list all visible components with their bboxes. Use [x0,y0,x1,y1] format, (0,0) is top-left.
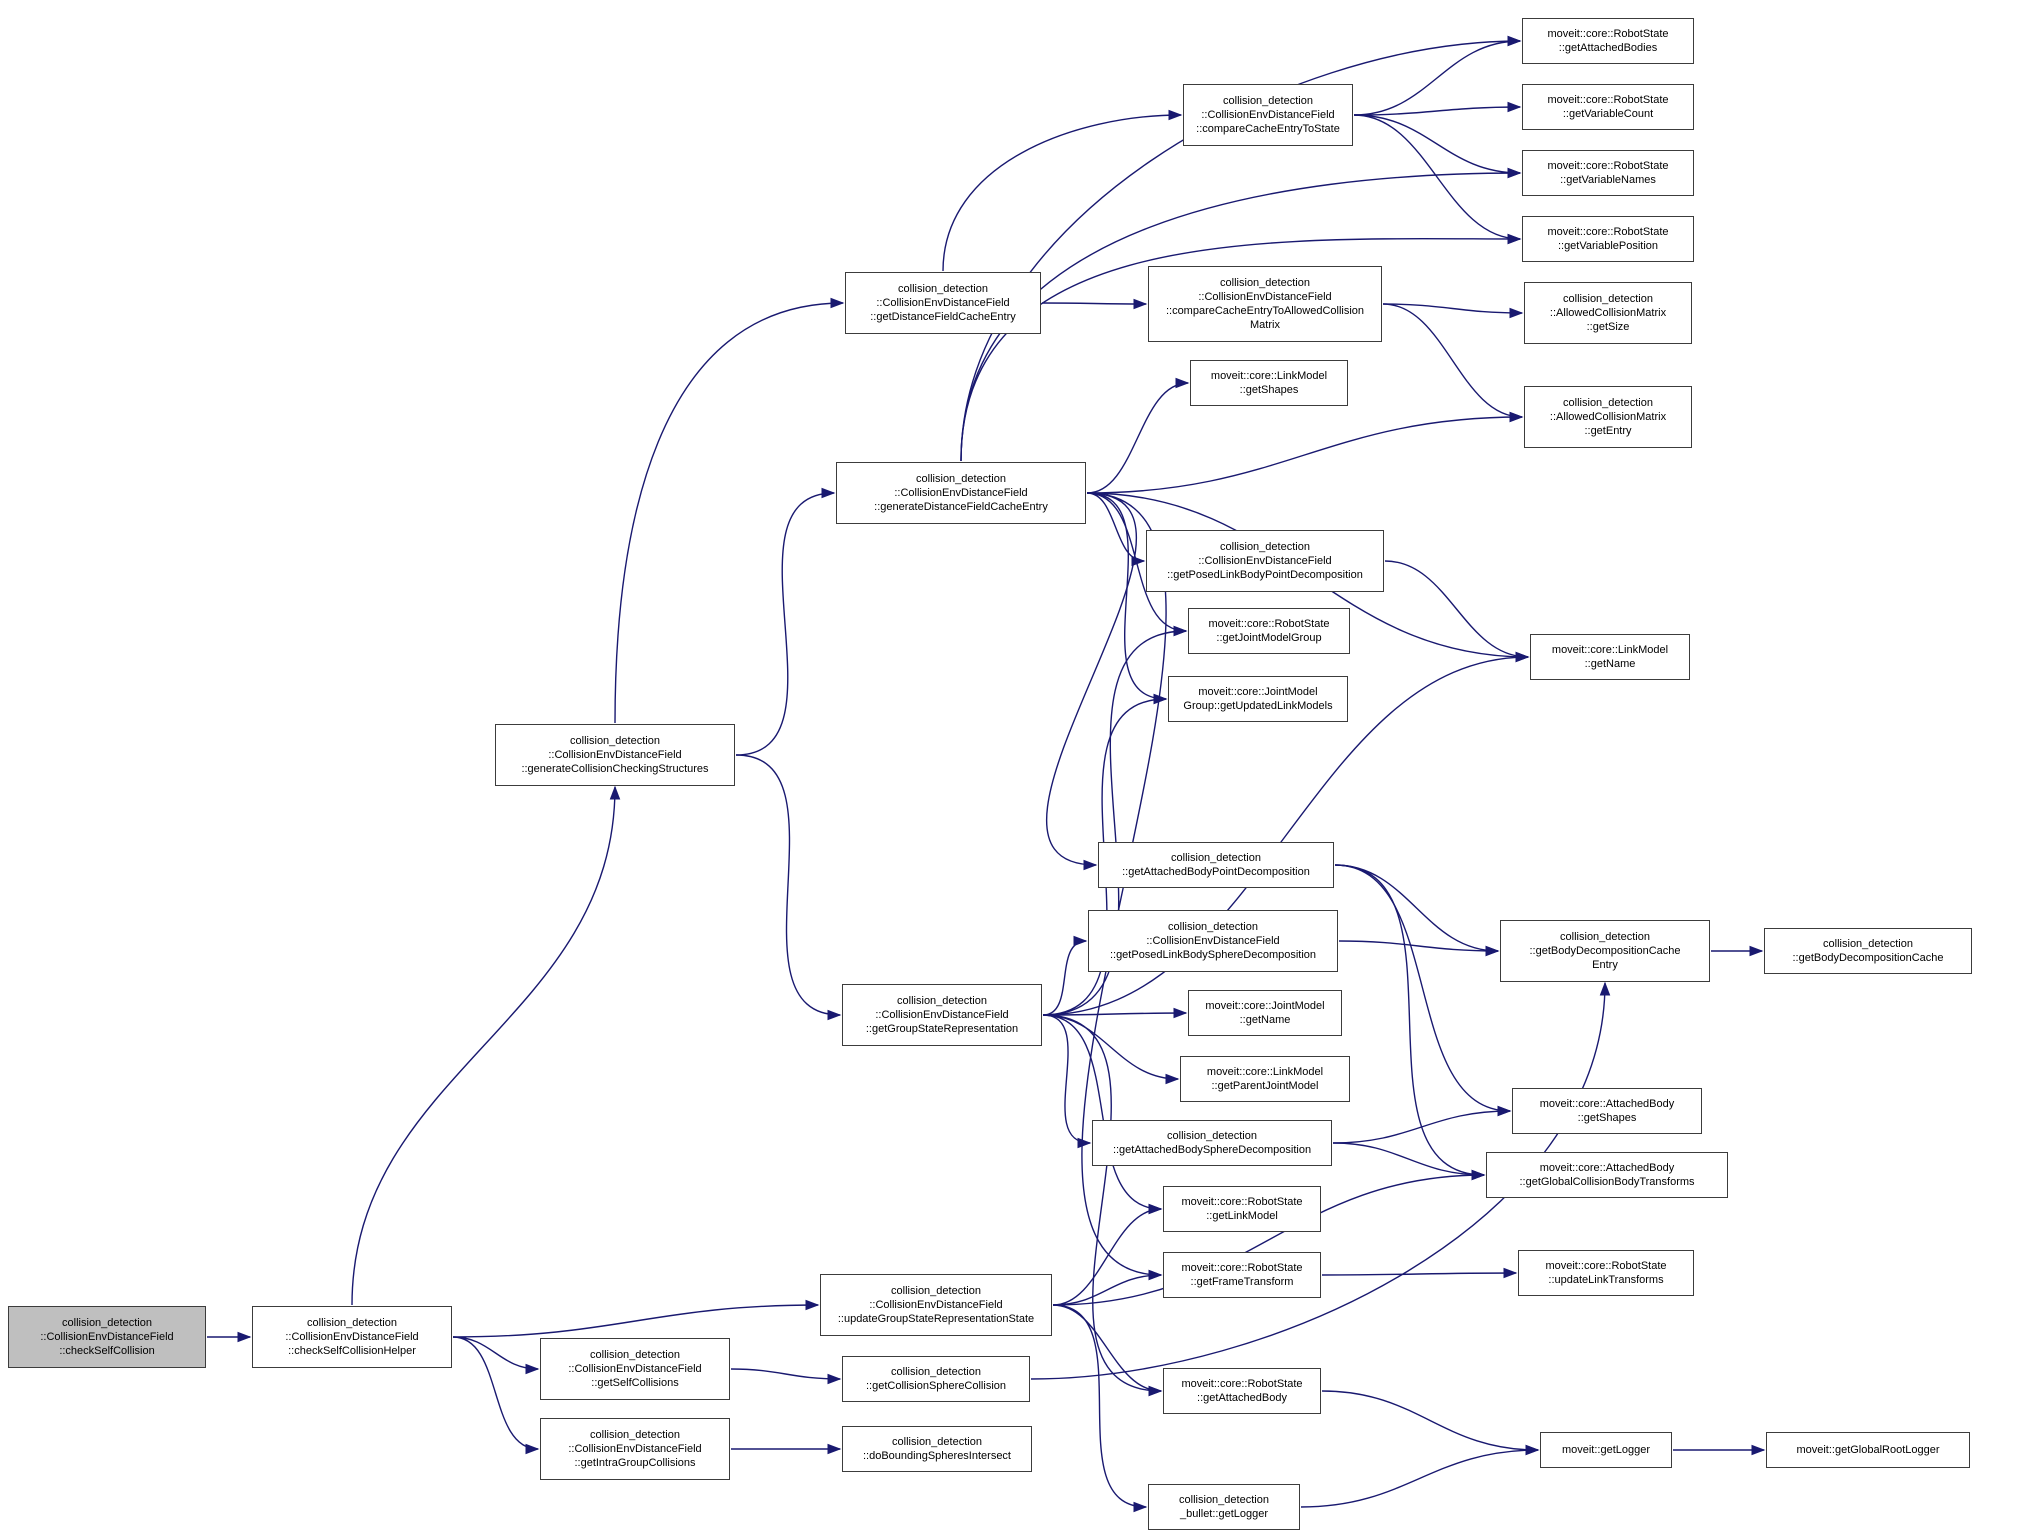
graph-node-label-line: collision_detection [1168,921,1258,933]
graph-node-label-line: collision_detection [1167,1130,1257,1142]
graph-node-label-line: ::getPosedLinkBodyPointDecomposition [1167,569,1363,581]
graph-node-label-line: moveit::core::AttachedBody [1539,1098,1675,1110]
call-edge-robot-state-get-frame-transform-to-robot-state-update-link-transforms [1322,1273,1516,1275]
graph-node-robot-state-get-variable-count[interactable] [1522,84,1694,130]
graph-node-label-line: collision_detection [1563,293,1653,305]
graph-node-label-line: collision_detection [1223,95,1313,107]
graph-node-label-line: ::getIntraGroupCollisions [574,1457,696,1469]
graph-node-label-line: collision_detection [891,1285,981,1297]
graph-node-label-line: Matrix [1250,319,1280,331]
graph-node-label-line: collision_detection [1823,938,1913,950]
call-edge-compare-cache-entry-to-state-to-robot-state-get-variable-count [1354,107,1520,115]
graph-node-label-line: ::getBodyDecompositionCache [1792,952,1944,964]
graph-node-label-line: ::getParentJointModel [1211,1080,1319,1092]
graph-node-allowed-collision-matrix-get-size[interactable] [1524,282,1692,344]
graph-node-label-line: ::getAttachedBodySphereDecomposition [1112,1144,1312,1156]
graph-node-label-line: ::CollisionEnvDistanceField [894,487,1028,499]
call-edge-generate-collision-checking-structures-to-get-distance-field-cache-entry [615,303,843,723]
graph-node-robot-state-get-attached-bodies[interactable] [1522,18,1694,64]
graph-node-label-line: ::getShapes [1239,384,1299,396]
graph-node-label-line: moveit::core::LinkModel [1551,644,1669,656]
graph-node-label-line: ::compareCacheEntryToState [1196,123,1340,135]
graph-node-label-line: ::getCollisionSphereCollision [865,1380,1007,1392]
call-edge-bullet-get-logger-to-moveit-get-logger [1301,1450,1538,1507]
graph-node-label-line: ::checkSelfCollisionHelper [288,1345,416,1357]
graph-node-label-line: moveit::core::JointModel [1198,686,1318,698]
graph-node-label-line: ::checkSelfCollision [59,1345,155,1357]
graph-node-label-line: collision_detection [1220,541,1310,553]
graph-node-label-line: ::getAttachedBodies [1558,42,1658,54]
graph-node-label-line: collision_detection [892,1436,982,1448]
call-edge-get-attached-body-sphere-decomposition-to-attached-body-get-shapes [1333,1111,1510,1143]
graph-node-label-line: collision_detection [307,1317,397,1329]
graph-node-label-line: ::compareCacheEntryToAllowedCollision [1165,305,1365,317]
graph-node-do-bounding-spheres-intersect[interactable] [842,1426,1032,1472]
graph-node-label-line: ::generateDistanceFieldCacheEntry [874,501,1048,513]
call-edge-compare-cache-entry-to-state-to-robot-state-get-attached-bodies [1354,41,1520,115]
call-edge-get-attached-body-point-decomposition-to-attached-body-get-global-collision-body-transforms [1335,865,1484,1175]
graph-node-link-model-get-parent-joint-model[interactable] [1180,1056,1350,1102]
graph-node-label-line: ::CollisionEnvDistanceField [1198,555,1332,567]
call-edge-get-group-state-representation-to-robot-state-get-link-model [1043,1015,1161,1209]
graph-node-label-line: ::getPosedLinkBodySphereDecomposition [1109,949,1317,961]
call-edge-get-posed-link-body-point-decomposition-to-link-model-get-name [1385,561,1528,657]
graph-node-label-line: ::getSelfCollisions [591,1377,679,1389]
call-edge-generate-collision-checking-structures-to-generate-distance-field-cache-entry [736,493,834,755]
call-edge-get-distance-field-cache-entry-to-compare-cache-entry-to-state [943,115,1181,271]
graph-node-label-line: ::getLinkModel [1206,1210,1278,1222]
graph-node-robot-state-update-link-transforms[interactable] [1518,1250,1694,1296]
call-edge-generate-distance-field-cache-entry-to-get-attached-body-point-decomposition [1047,493,1137,865]
graph-node-check-self-collision[interactable] [8,1306,206,1368]
call-edge-check-self-collision-helper-to-get-self-collisions [453,1337,538,1369]
graph-node-label-line: moveit::core::JointModel [1205,1000,1325,1012]
call-edge-get-posed-link-body-sphere-decomposition-to-get-body-decomposition-cache-entry [1339,941,1498,951]
graph-node-label-line: collision_detection [916,473,1006,485]
graph-node-label-line: moveit::core::RobotState [1545,1260,1667,1272]
graph-node-label-line: ::getBodyDecompositionCache [1529,945,1681,957]
graph-node-label-line: moveit::core::RobotState [1181,1378,1303,1390]
call-edge-get-distance-field-cache-entry-to-compare-cache-entry-to-allowed-collision-matrix [1042,303,1146,304]
graph-node-allowed-collision-matrix-get-entry[interactable] [1524,386,1692,448]
graph-node-label-line: ::getGroupStateRepresentation [865,1023,1019,1035]
graph-node-label-line: collision_detection [1563,397,1653,409]
graph-node-label-line: ::CollisionEnvDistanceField [876,297,1010,309]
graph-node-label-line: ::CollisionEnvDistanceField [568,1443,702,1455]
graph-node-label-line: ::AllowedCollisionMatrix [1549,411,1667,423]
graph-node-label-line: ::AllowedCollisionMatrix [1549,307,1667,319]
graph-node-get-posed-link-body-point-decomposition[interactable] [1146,530,1384,592]
graph-node-label-line: moveit::core::AttachedBody [1539,1162,1675,1174]
graph-node-get-distance-field-cache-entry[interactable] [845,272,1041,334]
graph-node-joint-model-group-get-updated-link-models[interactable] [1168,676,1348,722]
graph-node-label-line: Entry [1592,959,1618,971]
graph-node-label-line: ::CollisionEnvDistanceField [568,1363,702,1375]
graph-node-label-line: ::generateCollisionCheckingStructures [521,763,709,775]
call-edge-compare-cache-entry-to-state-to-robot-state-get-variable-names [1354,115,1520,173]
call-edge-update-group-state-representation-state-to-bullet-get-logger [1053,1305,1146,1507]
graph-node-label-line: collision_detection [1179,1494,1269,1506]
graph-node-label-line: collision_detection [897,995,987,1007]
graph-node-label-line: moveit::getLogger [1561,1444,1651,1456]
graph-node-link-model-get-name[interactable] [1530,634,1690,680]
graph-node-label-line: ::CollisionEnvDistanceField [1198,291,1332,303]
graph-node-get-collision-sphere-collision[interactable] [842,1356,1030,1402]
graph-node-label-line: ::getVariablePosition [1557,240,1659,252]
graph-node-label-line: Group::getUpdatedLinkModels [1183,700,1333,712]
graph-node-label-line: collision_detection [570,735,660,747]
graph-node-moveit-get-logger[interactable] [1540,1432,1672,1468]
call-edge-compare-cache-entry-to-state-to-robot-state-get-variable-position [1354,115,1520,239]
call-edge-check-self-collision-helper-to-update-group-state-representation-state [453,1305,818,1337]
graph-node-label-line: moveit::core::RobotState [1547,226,1669,238]
graph-node-label-line: moveit::core::RobotState [1547,28,1669,40]
graph-node-label-line: ::getName [1239,1014,1291,1026]
call-edge-get-self-collisions-to-get-collision-sphere-collision [731,1369,840,1379]
graph-node-label-line: moveit::core::RobotState [1547,160,1669,172]
graph-node-label-line: collision_detection [891,1366,981,1378]
graph-node-bullet-get-logger[interactable] [1148,1484,1300,1530]
graph-node-label-line: ::CollisionEnvDistanceField [40,1331,174,1343]
graph-node-label-line: collision_detection [1171,852,1261,864]
graph-node-label-line: ::getAttachedBody [1197,1392,1287,1404]
graph-node-attached-body-get-shapes[interactable] [1512,1088,1702,1134]
graph-node-label-line: ::getVariableCount [1562,108,1654,120]
graph-node-update-group-state-representation-state[interactable] [820,1274,1052,1336]
graph-node-get-body-decomposition-cache[interactable] [1764,928,1972,974]
graph-node-label-line: moveit::core::RobotState [1547,94,1669,106]
graph-node-label-line: moveit::getGlobalRootLogger [1796,1444,1940,1456]
graph-node-moveit-get-global-root-logger[interactable] [1766,1432,1970,1468]
graph-node-label-line: collision_detection [62,1317,152,1329]
graph-node-label-line: ::doBoundingSpheresIntersect [863,1450,1011,1462]
graph-node-label-line: ::CollisionEnvDistanceField [1201,109,1335,121]
graph-node-link-model-get-shapes[interactable] [1190,360,1348,406]
graph-node-label-line: collision_detection [898,283,988,295]
graph-node-label-line: ::CollisionEnvDistanceField [285,1331,419,1343]
graph-node-get-body-decomposition-cache-entry[interactable] [1500,920,1710,982]
call-edge-compare-cache-entry-to-allowed-collision-matrix-to-allowed-collision-matrix-get-entry [1383,304,1522,417]
graph-node-label-line: ::getFrameTransform [1190,1276,1294,1288]
graph-node-label-line: ::updateGroupStateRepresentationState [837,1313,1035,1325]
call-edge-generate-distance-field-cache-entry-to-link-model-get-shapes [1087,383,1188,493]
graph-node-label-line: moveit::core::RobotState [1181,1262,1303,1274]
graph-node-label-line: ::getSize [1586,321,1630,333]
graph-node-joint-model-get-name[interactable] [1188,990,1342,1036]
graph-node-get-posed-link-body-sphere-decomposition[interactable] [1088,910,1338,972]
graph-node-label-line: _bullet::getLogger [1179,1508,1269,1520]
graph-node-robot-state-get-frame-transform[interactable] [1163,1252,1321,1298]
graph-node-robot-state-get-variable-names[interactable] [1522,150,1694,196]
call-edge-generate-distance-field-cache-entry-to-allowed-collision-matrix-get-entry [1087,417,1522,493]
call-edge-generate-collision-checking-structures-to-get-group-state-representation [736,755,840,1015]
call-edge-get-attached-body-point-decomposition-to-attached-body-get-shapes [1335,865,1510,1111]
graph-node-robot-state-get-variable-position[interactable] [1522,216,1694,262]
graph-node-label-line: ::CollisionEnvDistanceField [875,1009,1009,1021]
graph-node-label-line: ::getVariableNames [1560,174,1656,186]
graph-node-get-group-state-representation[interactable] [842,984,1042,1046]
call-edge-get-attached-body-sphere-decomposition-to-attached-body-get-global-collision-body-transforms [1333,1143,1484,1175]
graph-node-get-intra-group-collisions[interactable] [540,1418,730,1480]
graph-node-check-self-collision-helper[interactable] [252,1306,452,1368]
graph-node-label-line: ::getAttachedBodyPointDecomposition [1122,866,1310,878]
call-edge-check-self-collision-helper-to-generate-collision-checking-structures [352,787,615,1305]
graph-node-compare-cache-entry-to-state[interactable] [1183,84,1353,146]
graph-node-generate-distance-field-cache-entry[interactable] [836,462,1086,524]
graph-node-robot-state-get-joint-model-group[interactable] [1188,608,1350,654]
graph-node-label-line: ::getGlobalCollisionBodyTransforms [1519,1176,1695,1188]
graph-node-compare-cache-entry-to-allowed-collision-matrix[interactable] [1148,266,1382,342]
graph-node-label-line: ::getDistanceFieldCacheEntry [870,311,1016,323]
graph-node-label-line: ::CollisionEnvDistanceField [548,749,682,761]
graph-node-generate-collision-checking-structures[interactable] [495,724,735,786]
graph-node-label-line: moveit::core::RobotState [1208,618,1330,630]
graph-node-label-line: collision_detection [1560,931,1650,943]
graph-node-label-line: ::getJointModelGroup [1216,632,1322,644]
graph-node-get-self-collisions[interactable] [540,1338,730,1400]
graph-node-label-line: ::getShapes [1577,1112,1637,1124]
graph-node-attached-body-get-global-collision-body-transforms[interactable] [1486,1152,1728,1198]
graph-node-label-line: ::CollisionEnvDistanceField [1146,935,1280,947]
graph-node-label-line: ::getName [1584,658,1636,670]
graph-node-label-line: moveit::core::RobotState [1181,1196,1303,1208]
graph-node-label-line: ::updateLinkTransforms [1548,1274,1664,1286]
graph-node-label-line: ::CollisionEnvDistanceField [869,1299,1003,1311]
graph-node-label-line: collision_detection [1220,277,1310,289]
graph-node-label-line: moveit::core::LinkModel [1210,370,1328,382]
graph-node-label-line: ::getEntry [1584,425,1632,437]
graph-node-robot-state-get-link-model[interactable] [1163,1186,1321,1232]
graph-node-robot-state-get-attached-body[interactable] [1163,1368,1321,1414]
call-edge-get-attached-body-point-decomposition-to-get-body-decomposition-cache-entry [1335,865,1498,951]
graph-node-get-attached-body-point-decomposition[interactable] [1098,842,1334,888]
call-edge-generate-distance-field-cache-entry-to-joint-model-group-get-updated-link-models [1087,493,1166,699]
graph-node-label-line: collision_detection [590,1349,680,1361]
graph-node-get-attached-body-sphere-decomposition[interactable] [1092,1120,1332,1166]
graph-node-label-line: collision_detection [590,1429,680,1441]
call-edge-robot-state-get-attached-body-to-moveit-get-logger [1322,1391,1538,1450]
graph-node-label-line: moveit::core::LinkModel [1206,1066,1324,1078]
